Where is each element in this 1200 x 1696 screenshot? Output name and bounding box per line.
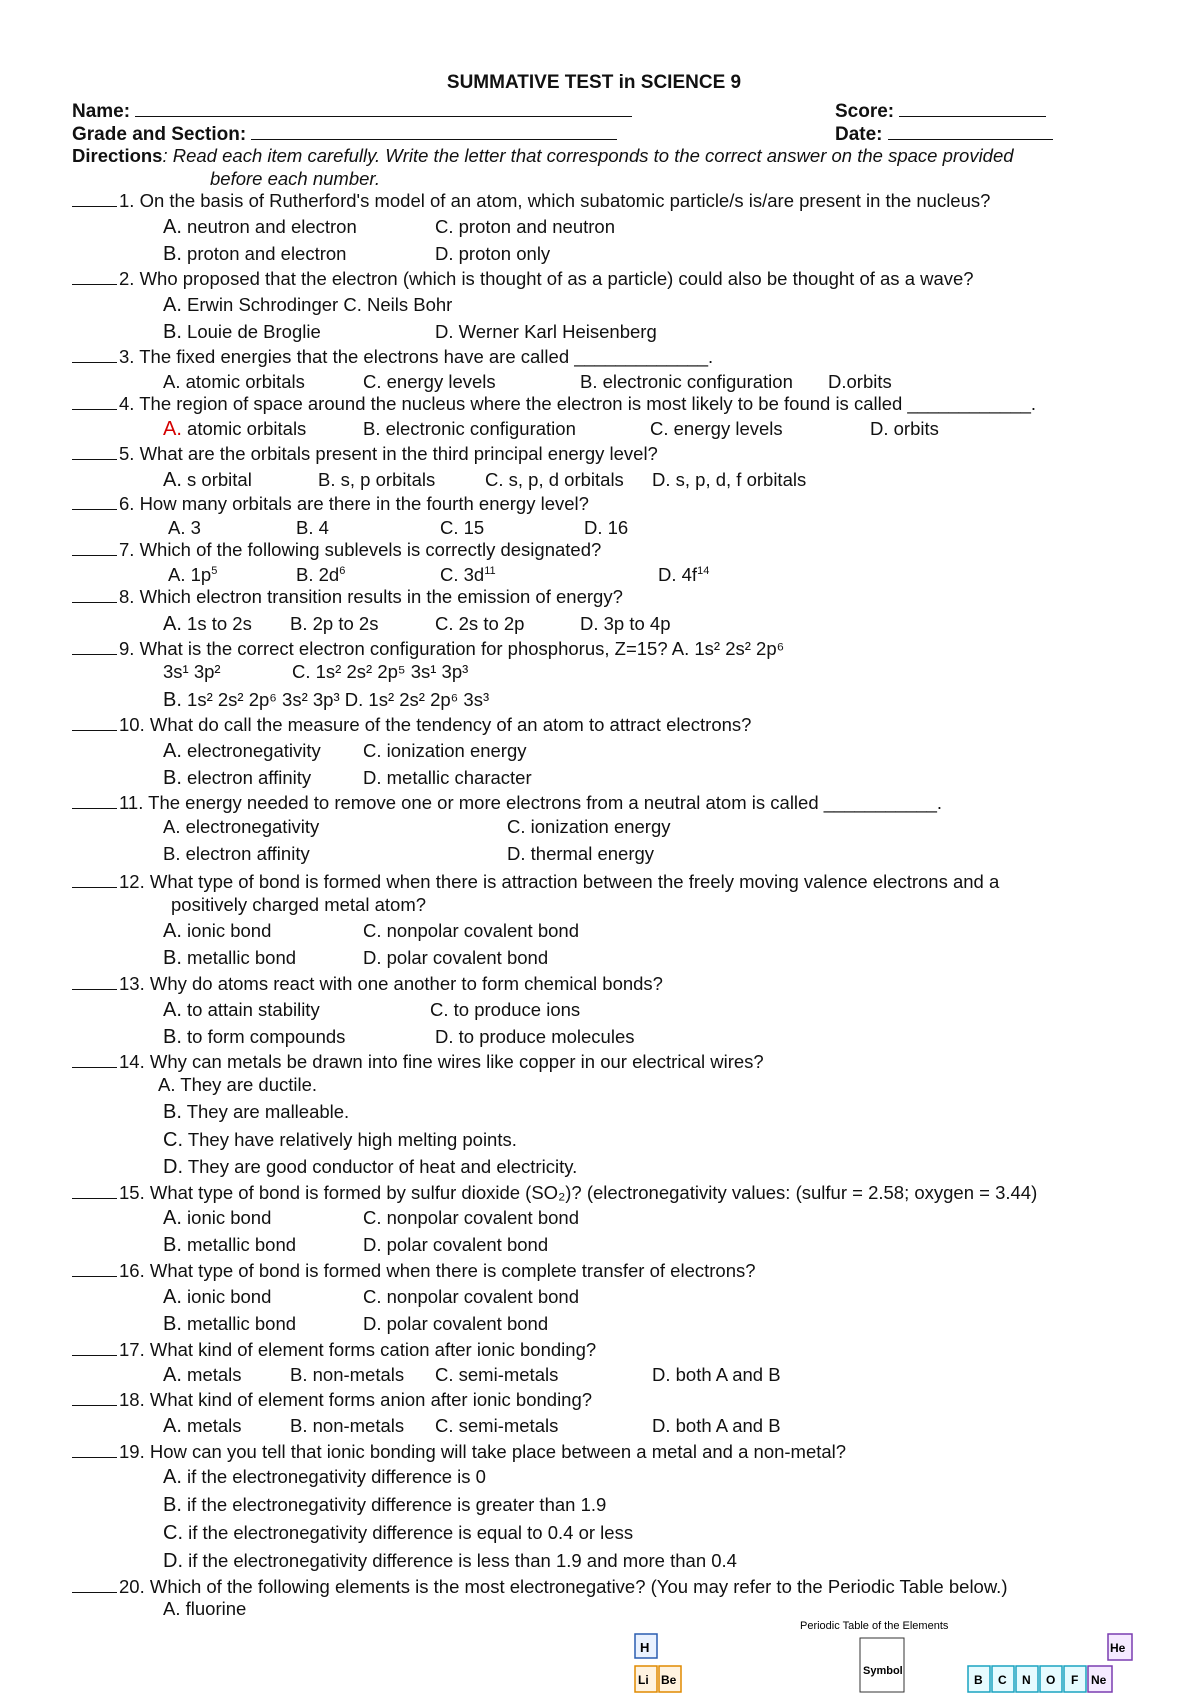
answer-blank[interactable]	[72, 539, 117, 556]
q7-option-d: D. $4f^{14}$	[658, 564, 710, 585]
q12-option-b: B. metallic bond	[163, 947, 297, 969]
periodic-table-svg	[630, 1604, 1135, 1696]
q10-option-b: B. electron affinity	[163, 767, 312, 789]
periodic-table-image	[630, 1604, 1135, 1696]
q1-option-b: B. proton and electron	[163, 243, 347, 265]
q17-option-a: A. metals	[163, 1364, 242, 1386]
question-1: 1. On the basis of Rutherford's model of an atom, which subatomic particle/s is/are present in the nucleus?	[72, 190, 990, 212]
q7-option-a: A. $1p^5$	[168, 564, 218, 585]
q14-option-c: C. They have relatively high melting points.	[163, 1129, 517, 1151]
element-be-symbol: Be	[661, 1673, 677, 1687]
q15-option-b: B. metallic bond	[163, 1234, 297, 1256]
q17-option-d: D. both A and B	[652, 1364, 781, 1385]
answer-blank[interactable]	[72, 493, 117, 510]
element-n-symbol: N	[1022, 1673, 1031, 1687]
question-19: 19. How can you tell that ionic bonding will take place between a metal and a non-metal?	[72, 1441, 846, 1463]
element-f-symbol: F	[1071, 1673, 1079, 1687]
q13-option-a: A. to attain stability	[163, 999, 320, 1021]
element-b-symbol: B	[974, 1673, 983, 1687]
q15-option-a: A. ionic bond	[163, 1207, 272, 1229]
q2-option-d: D. Werner Karl Heisenberg	[435, 321, 657, 342]
q5-option-d: D. s, p, d, f orbitals	[652, 469, 807, 490]
q9-option-c: C. 1s² 2s² 2p⁵ 3s¹ 3p³	[292, 661, 469, 682]
question-15: 15. What type of bond is formed by sulfur dioxide (SO₂)? (electronegativity values: (sulfur = 2.58; oxygen = 3.44)	[72, 1182, 1037, 1204]
q13-option-c: C. to produce ions	[430, 999, 581, 1020]
q12-option-d: D. polar covalent bond	[363, 947, 549, 968]
periodic-legend-symbol: Symbol	[863, 1665, 903, 1677]
grade-section-line[interactable]	[251, 121, 617, 140]
q18-option-d: D. both A and B	[652, 1415, 781, 1436]
q17-option-c: C. semi-metals	[435, 1364, 559, 1385]
q2-option-b: B. Louie de Broglie	[163, 321, 321, 343]
answer-blank[interactable]	[72, 792, 117, 809]
q7-option-b: B. $2d^6$	[296, 564, 346, 585]
question-9: 9. What is the correct electron configuration for phosphorus, Z=15? A. 1s² 2s² 2p⁶	[72, 638, 784, 660]
q19-option-b: B. if the electronegativity difference is greater than 1.9	[163, 1494, 607, 1516]
q15-option-d: D. polar covalent bond	[363, 1234, 549, 1255]
answer-blank[interactable]	[72, 586, 117, 603]
answer-blank[interactable]	[72, 1576, 117, 1593]
q5-option-b: B. s, p orbitals	[318, 469, 436, 490]
element-c-symbol: C	[998, 1673, 1007, 1687]
periodic-table-title: Periodic Table of the Elements	[800, 1620, 949, 1632]
q10-option-d: D. metallic character	[363, 767, 532, 788]
q6-option-b: B. 4	[296, 517, 329, 538]
answer-blank[interactable]	[72, 1182, 117, 1199]
question-7: 7. Which of the following sublevels is correctly designated?	[72, 539, 601, 561]
question-2: 2. Who proposed that the electron (which is thought of as a particle) could also be thought of as a wave?	[72, 268, 974, 290]
q9-option-a-continued: 3s¹ 3p²	[163, 661, 221, 682]
q7-option-c: C. $3d^{11}$	[440, 564, 496, 585]
page-title: SUMMATIVE TEST in SCIENCE 9	[446, 72, 742, 93]
question-17: 17. What kind of element forms cation after ionic bonding?	[72, 1339, 596, 1361]
q18-option-c: C. semi-metals	[435, 1415, 559, 1436]
q8-option-d: D. 3p to 4p	[580, 613, 671, 634]
q6-option-a: A. 3	[168, 517, 201, 538]
question-20: 20. Which of the following elements is the most electronegative? (You may refer to the Periodic Table below.)	[72, 1576, 1007, 1598]
q4-option-a: A. atomic orbitals	[163, 418, 307, 440]
q18-option-b: B. non-metals	[290, 1415, 405, 1436]
q6-option-d: D. 16	[584, 517, 629, 538]
date-field[interactable]: Date:	[835, 121, 1053, 146]
q16-option-d: D. polar covalent bond	[363, 1313, 549, 1334]
element-ne-symbol: Ne	[1091, 1673, 1107, 1687]
q10-option-a: A. electronegativity	[163, 740, 321, 762]
q5-option-a: A. s orbital	[163, 469, 252, 491]
q3-option-b: B. electronic configuration	[580, 371, 793, 392]
question-14: 14. Why can metals be drawn into fine wires like copper in our electrical wires?	[72, 1051, 764, 1073]
q1-option-a: A. neutron and electron	[163, 216, 357, 238]
q6-option-c: C. 15	[440, 517, 485, 538]
question-6: 6. How many orbitals are there in the fourth energy level?	[72, 493, 589, 515]
question-13: 13. Why do atoms react with one another to form chemical bonds?	[72, 973, 663, 995]
question-10: 10. What do call the measure of the tendency of an atom to attract electrons?	[72, 714, 751, 736]
q15-option-c: C. nonpolar covalent bond	[363, 1207, 579, 1228]
q19-option-c: C. if the electronegativity difference is equal to 0.4 or less	[163, 1522, 634, 1544]
answer-blank[interactable]	[72, 443, 117, 460]
answer-blank[interactable]	[72, 1260, 117, 1277]
q11-option-a: A. electronegativity	[163, 816, 320, 837]
answer-blank[interactable]	[72, 714, 117, 731]
q1-option-c: C. proton and neutron	[435, 216, 615, 237]
q16-option-a: A. ionic bond	[163, 1286, 272, 1308]
directions: Directions: Read each item carefully. Write the letter that corresponds to the correct answer on the space provided	[72, 145, 1014, 166]
answer-blank[interactable]	[72, 393, 117, 410]
q16-option-c: C. nonpolar covalent bond	[363, 1286, 579, 1307]
name-field[interactable]: Name:	[72, 98, 632, 123]
question-12-continued: positively charged metal atom?	[171, 894, 427, 915]
question-4: 4. The region of space around the nucleus where the electron is most likely to be found is called ____________.	[72, 393, 1036, 415]
q4-option-c: C. energy levels	[650, 418, 783, 439]
question-18: 18. What kind of element forms anion after ionic bonding?	[72, 1389, 592, 1411]
answer-blank[interactable]	[72, 1339, 117, 1356]
q2-option-a: A. Erwin Schrodinger C. Neils Bohr	[163, 294, 453, 316]
q18-option-a: A. metals	[163, 1415, 242, 1437]
q14-option-a: A. They are ductile.	[158, 1074, 318, 1095]
grade-section-field[interactable]: Grade and Section:	[72, 121, 617, 146]
element-o-symbol: O	[1046, 1673, 1056, 1687]
q8-option-a: A. 1s to 2s	[163, 613, 252, 635]
date-line[interactable]	[888, 121, 1053, 140]
name-line[interactable]	[135, 98, 632, 117]
q3-option-d: D.orbits	[828, 371, 892, 392]
q13-option-b: B. to form compounds	[163, 1026, 346, 1048]
q3-option-c: C. energy levels	[363, 371, 496, 392]
question-11: 11. The energy needed to remove one or more electrons from a neutral atom is called ___________.	[72, 792, 942, 814]
element-li-symbol: Li	[638, 1673, 649, 1687]
q8-option-b: B. 2p to 2s	[290, 613, 379, 634]
q3-option-a: A. atomic orbitals	[163, 371, 305, 392]
q14-option-b: B. They are malleable.	[163, 1101, 350, 1123]
question-16: 16. What type of bond is formed when there is complete transfer of electrons?	[72, 1260, 756, 1282]
q4-option-b: B. electronic configuration	[363, 418, 576, 439]
q14-option-d: D. They are good conductor of heat and electricity.	[163, 1156, 578, 1178]
q12-option-a: A. ionic bond	[163, 920, 272, 942]
q9-option-b-d: B. 1s² 2s² 2p⁶ 3s² 3p³ D. 1s² 2s² 2p⁶ 3s³	[163, 689, 490, 711]
q5-option-c: C. s, p, d orbitals	[485, 469, 624, 490]
directions-continued: before each number.	[210, 168, 381, 189]
q11-option-b: B. electron affinity	[163, 843, 310, 864]
q19-option-d: D. if the electronegativity difference is less than 1.9 and more than 0.4	[163, 1550, 737, 1572]
question-5: 5. What are the orbitals present in the third principal energy level?	[72, 443, 658, 465]
q11-option-c: C. ionization energy	[507, 816, 671, 837]
answer-blank[interactable]	[72, 1441, 117, 1458]
question-12: 12. What type of bond is formed when there is attraction between the freely moving valence electrons and a	[72, 871, 999, 893]
element-he-symbol: He	[1110, 1641, 1126, 1655]
q12-option-c: C. nonpolar covalent bond	[363, 920, 579, 941]
q10-option-c: C. ionization energy	[363, 740, 527, 761]
q13-option-d: D. to produce molecules	[435, 1026, 635, 1047]
score-field[interactable]: Score:	[835, 98, 1046, 123]
answer-blank[interactable]	[72, 1051, 117, 1068]
q17-option-b: B. non-metals	[290, 1364, 405, 1385]
answer-blank[interactable]	[72, 871, 117, 888]
element-h-symbol: H	[640, 1640, 650, 1655]
q20-option-a: A. fluorine	[163, 1598, 247, 1619]
q11-option-d: D. thermal energy	[507, 843, 655, 864]
answer-blank[interactable]	[72, 346, 117, 363]
answer-blank[interactable]	[72, 1389, 117, 1406]
answer-blank[interactable]	[72, 268, 117, 285]
question-3: 3. The fixed energies that the electrons have are called _____________.	[72, 346, 713, 368]
q8-option-c: C. 2s to 2p	[435, 613, 525, 634]
q4-option-d: D. orbits	[870, 418, 939, 439]
q1-option-d: D. proton only	[435, 243, 551, 264]
q16-option-b: B. metallic bond	[163, 1313, 297, 1335]
q19-option-a: A. if the electronegativity difference is 0	[163, 1466, 486, 1488]
score-line[interactable]	[899, 98, 1046, 117]
answer-blank[interactable]	[72, 638, 117, 655]
answer-blank[interactable]	[72, 190, 117, 207]
answer-blank[interactable]	[72, 973, 117, 990]
question-8: 8. Which electron transition results in the emission of energy?	[72, 586, 623, 608]
